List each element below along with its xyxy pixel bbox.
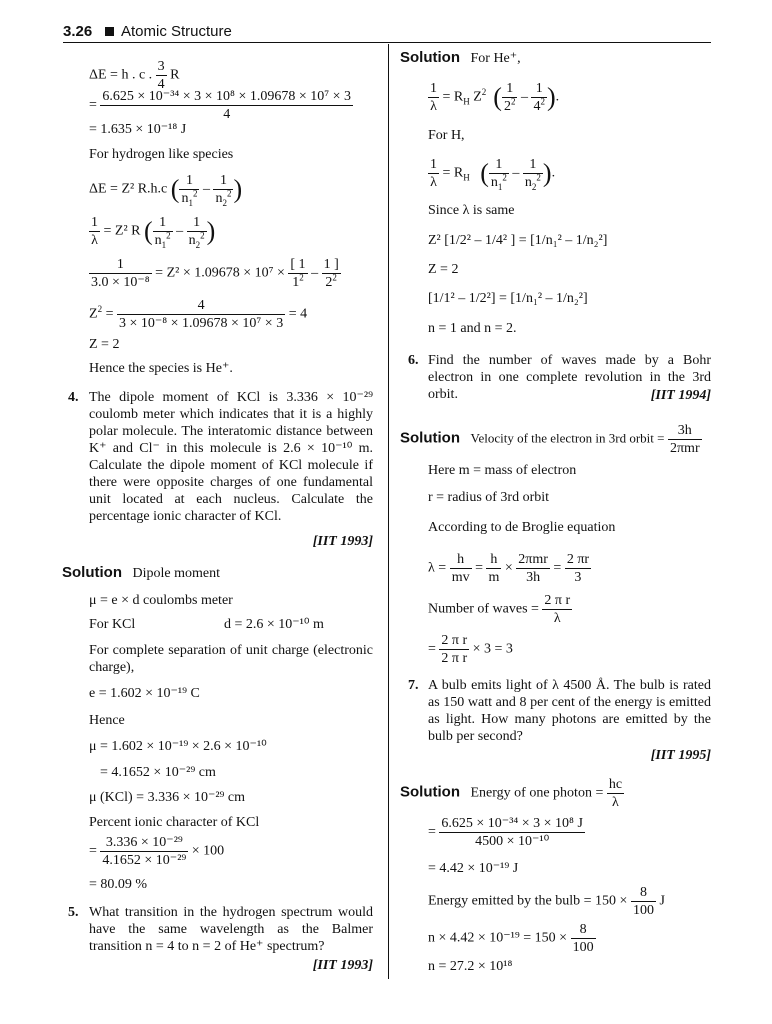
eq-de-broglie: λ = $\frac{h}{mv}$ = $\frac{h}{m}$ × $\frac{\text{2πmr}}{3h}$ = $\frac{2 \pi r}{3}$ — [428, 552, 590, 585]
eq-bulb-energy: Energy emitted by the bulb = 150 × $\frac{8}{100}$ J — [428, 885, 665, 918]
text-line: Since λ is same — [428, 203, 515, 218]
eq-z-squared: $Z^2$ = $\frac{4}{\text{3 × 10⁻⁸ × 1.09678 × 10⁷ × 3}}$ = 4 — [89, 298, 308, 331]
eq-line: For KCl — [89, 617, 136, 632]
eq-percent: = $\frac{\text{3.336 × 10⁻²⁹}}{\text{4.1652 × 10⁻²⁹}}$ × 100 — [89, 835, 225, 868]
eq-line: μ = e × d coulombs meter — [89, 593, 233, 608]
question-reference: [IIT 1993] — [312, 534, 373, 549]
running-header — [63, 21, 711, 43]
question-text: The dipole moment of KCl is 3.336 × 10⁻²⁹ coulomb meter which indicates that it is a highly polar molecule. The interatomic distance between K⁺ and Cl⁻ in this molecule is 2.6 × 10⁻¹⁰ m. Calculate the dipole moment of KCl molecule if there were opposite charges of one fundamental unit located at each nucleus. Calculate the percentage ionic character of KCl. — [89, 390, 373, 524]
eq-line: n = 27.2 × 10¹⁸ — [428, 959, 513, 974]
eq-number-of-waves: Number of waves = $\frac{\text{2 π r}}{\lambda}$ — [428, 593, 571, 626]
square-bullet-icon — [105, 27, 114, 36]
question-reference: [IIT 1994] — [650, 388, 711, 403]
question-number: 5. — [68, 905, 79, 920]
question-reference: [IIT 1995] — [650, 748, 711, 763]
eq-waves-result: = $\frac{\text{2 π r}}{\text{2 π r}}$ × 3 = 3 — [428, 633, 513, 666]
text-line: Here m = mass of electron — [428, 463, 577, 478]
eq-line: Z = 2 — [428, 262, 459, 277]
text-line: According to de Broglie equation — [428, 520, 616, 535]
text-line: For hydrogen like species — [89, 147, 234, 162]
solution-heading: Solution Velocity of the electron in 3rd orbit = $\frac{3h}{\text{2πmr}}$ — [400, 423, 700, 456]
eq-he-plus: $\frac{1}{\lambda}$ = $R_H$ $Z^2$ ( $\frac{1}{2^2}$ – $\frac{1}{4^2}$ ). — [430, 81, 560, 114]
text-line: Percent ionic character of KCl — [89, 815, 260, 830]
header-rule — [63, 42, 711, 43]
eq-photon-energy: = $\frac{\text{6.625 × 10⁻³⁴ × 3 × 10⁸ J}}{\text{4500 × 10⁻¹⁰}}$ — [428, 816, 583, 849]
question-number: 6. — [408, 353, 419, 368]
eq-line: μ (KCl) = 3.336 × 10⁻²⁹ cm — [89, 790, 246, 805]
eq-hydrogen-like: ΔE = Z² R.h.c ( $\frac{1}{n_1^2}$ – $\frac{1}{n_2^2}$ ) — [89, 173, 243, 208]
text-line: Hence the species is He⁺. — [89, 361, 233, 376]
solution-heading: Solution For He⁺, — [400, 49, 521, 66]
text-line: r = radius of 3rd orbit — [428, 490, 550, 505]
eq-line: e = 1.602 × 10⁻¹⁹ C — [89, 686, 200, 701]
text-line: Hence — [89, 713, 125, 728]
eq-line: μ = 1.602 × 10⁻¹⁹ × 2.6 × 10⁻¹⁰ — [89, 739, 267, 754]
question-number: 4. — [68, 390, 79, 405]
solution-heading: Solution Dipole moment — [62, 564, 220, 581]
eq-substitution: $\frac{1}{\text{3.0 × 10⁻⁸}}$ = Z² × 1.09678 × 10⁷ × $\frac{[ 1}{1^2}$ – $\frac{1 ]}{2^2}$ — [91, 257, 339, 290]
text-line: For H, — [428, 128, 465, 143]
text-line: For complete separation of unit charge (electronic charge), — [89, 643, 373, 675]
question-text: Find the number of waves made by a Bohr electron in one complete revolution in the 3rd orbit. — [428, 353, 711, 402]
question-reference: [IIT 1993] — [312, 958, 373, 973]
eq-delta-e: ΔE = h . c . $\frac{3}{4}$ R — [89, 59, 180, 92]
question-text: What transition in the hydrogen spectrum would have the same wavelength as the Balmer transition n = 4 to n = 2 of He⁺ spectrum? — [89, 905, 373, 954]
eq-inverse-lambda: $\frac{1}{\lambda}$ = Z² R ( $\frac{1}{n_1^2}$ – $\frac{1}{n_2^2}$ ) — [91, 215, 216, 250]
eq-line: = 80.09 % — [89, 877, 148, 892]
eq-line: = 4.1652 × 10⁻²⁹ cm — [100, 765, 216, 780]
eq-line: Z² [1/2² – 1/4² ] = [1/n₁² – 1/n₂²] — [428, 233, 608, 248]
eq-result: = 1.635 × 10⁻¹⁸ J — [89, 122, 187, 137]
solution-heading: Solution Energy of one photon = $\frac{hc}{\lambda}$ — [400, 777, 623, 810]
page-number: 3.26 — [63, 23, 93, 40]
chapter-title: Atomic Structure — [121, 23, 232, 40]
eq-delta-e-value: = $\frac{\text{6.625 × 10⁻³⁴ × 3 × 10⁸ × 1.09678 × 10⁷ × 3}}{4}$ — [89, 89, 352, 122]
question-number: 7. — [408, 678, 419, 693]
eq-line: = 4.42 × 10⁻¹⁹ J — [428, 861, 519, 876]
eq-hydrogen: $\frac{1}{\lambda}$ = $R_H$ ( $\frac{1}{n_1^2}$ – $\frac{1}{n_2^2}$ ). — [430, 157, 556, 192]
eq-line: d = 2.6 × 10⁻¹⁰ m — [224, 617, 324, 632]
eq-line: [1/1² – 1/2²] = [1/n₁² – 1/n₂²] — [428, 291, 588, 306]
eq-photon-count: n × 4.42 × 10⁻¹⁹ = 150 × $\frac{8}{100}$ — [428, 922, 594, 955]
column-divider — [388, 44, 389, 979]
eq-line: n = 1 and n = 2. — [428, 321, 517, 336]
eq-z: Z = 2 — [89, 337, 120, 352]
question-text: A bulb emits light of λ 4500 Å. The bulb is rated as 150 watt and 8 per cent of the energy is emitted as light. How many photons are emitted by the bulb per second? — [428, 678, 711, 744]
